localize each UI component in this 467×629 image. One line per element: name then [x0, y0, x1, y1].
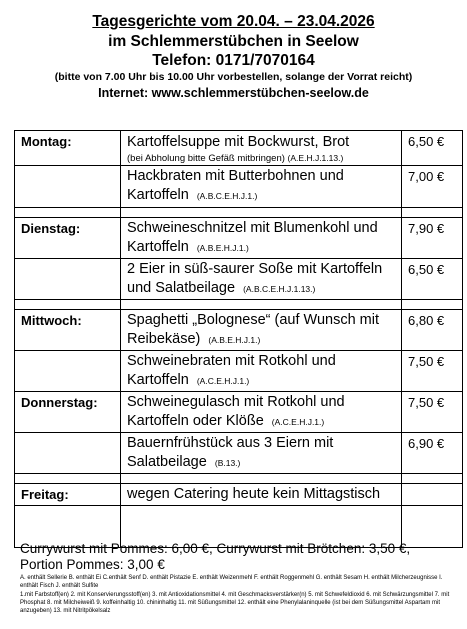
allergen-codes: (A.B.C.E.H.J.1.)	[196, 191, 258, 201]
day-cell-empty	[15, 259, 121, 300]
day-label-friday: Freitag:	[15, 484, 121, 506]
menu-row-thursday-2	[15, 433, 463, 474]
menu-row-monday-2	[15, 166, 463, 208]
internet-line: Internet: www.schlemmerstübchen-seelow.de	[98, 86, 369, 100]
price: 7,90 €	[402, 218, 463, 259]
price: 7,50 €	[402, 392, 463, 433]
day-label-tuesday: Dienstag:	[15, 218, 121, 259]
menu-row-tuesday-1	[15, 218, 463, 259]
order-note: (bitte von 7.00 Uhr bis 10.00 Uhr vorbestellen, solange der Vorrat reicht)	[54, 71, 413, 83]
phone-line: Telefon: 0171/7070164	[152, 52, 315, 69]
dish-name: Hackbraten mit Butterbohnen und Kartoffeln	[127, 168, 344, 203]
allergen-codes: (B.13.)	[214, 458, 241, 468]
allergen-codes: (A.C.E.H.J.1.)	[271, 417, 325, 427]
menu-row-thursday-1	[15, 392, 463, 433]
day-cell-empty	[15, 351, 121, 392]
menu-row-wednesday-2	[15, 351, 463, 392]
location-line: im Schlemmerstübchen in Seelow	[108, 33, 359, 50]
allergen-codes: (A.B.C.E.H.J.1.13.)	[243, 284, 316, 294]
dish-name: Bauernfrühstück aus 3 Eiern mit Salatbeilage	[127, 435, 334, 470]
dish-name: Schweinebraten mit Rotkohl und Kartoffeln	[127, 353, 336, 388]
allergen-legend: A. enthält Sellerie B. enthält Ei C.enthält Senf D. enthält Pistazie E. enthält Weizenmehl F. enthält Roggenmehl G. enthält Sesam H. enthält Milcherzeugnisse I. enthält Fisch J. enthält Sulfite	[20, 575, 443, 589]
dish-cell	[121, 433, 402, 474]
dish-name: Spaghetti „Bolognese“ (auf Wunsch mit Reibekäse)	[127, 312, 380, 347]
dish-name: Schweineschnitzel mit Blumenkohl und Kartoffeln	[127, 220, 378, 255]
dish-name: 2 Eier in süß-saurer Soße mit Kartoffeln und Salatbeilage	[127, 261, 383, 296]
day-label-monday: Montag:	[15, 131, 121, 166]
dish-name: Kartoffelsuppe mit Bockwurst, Brot	[127, 134, 350, 150]
price: 6,90 €	[402, 433, 463, 474]
dish-name: wegen Catering heute kein Mittagstisch	[127, 486, 381, 502]
price: 6,50 €	[402, 259, 463, 300]
dish-cell	[121, 310, 402, 351]
menu-row-wednesday-1	[15, 310, 463, 351]
header	[0, 12, 467, 103]
allergen-codes: (A.B.E.H.J.1.)	[196, 243, 249, 253]
allergen-codes: (A.E.H.J.1.13.)	[287, 153, 344, 163]
dish-name: Schweinegulasch mit Rotkohl und Kartoffeln oder Klöße	[127, 394, 345, 429]
dish-note: (bei Abholung bitte Gefäß mitbringen)	[127, 153, 285, 164]
dish-cell	[121, 131, 402, 166]
price: 7,00 €	[402, 166, 463, 208]
dish-cell	[121, 218, 402, 259]
price: 7,50 €	[402, 351, 463, 392]
price: 6,50 €	[402, 131, 463, 166]
allergen-codes: (A.B.E.H.J.1.)	[208, 335, 261, 345]
footer	[20, 541, 460, 615]
price: 6,80 €	[402, 310, 463, 351]
dish-cell	[121, 259, 402, 300]
day-label-thursday: Donnerstag:	[15, 392, 121, 433]
menu-row-monday-1	[15, 131, 463, 166]
dish-cell	[121, 166, 402, 208]
menu-table	[14, 130, 463, 548]
pommes-price: Portion Pommes: 3,00 €	[20, 557, 165, 572]
day-label-wednesday: Mittwoch:	[15, 310, 121, 351]
page-title: Tagesgerichte vom 20.04. – 23.04.2026	[92, 13, 375, 30]
dish-cell	[121, 351, 402, 392]
day-cell-empty	[15, 433, 121, 474]
day-cell-empty	[15, 166, 121, 208]
dish-cell	[121, 392, 402, 433]
menu-row-friday-1	[15, 484, 463, 506]
spacer-row	[15, 474, 463, 484]
allergen-codes: (A.C.E.H.J.1.)	[196, 376, 250, 386]
currywurst-prices: Currywurst mit Pommes: 6,00 €, Currywurst mit Brötchen: 3,50 €,	[20, 541, 411, 556]
spacer-row	[15, 208, 463, 218]
price-empty	[402, 484, 463, 506]
spacer-row	[15, 300, 463, 310]
menu-row-tuesday-2	[15, 259, 463, 300]
dish-cell	[121, 484, 402, 506]
additive-legend: 1.mit Farbstoff(en) 2. mit Konservierungsstoff(en) 3. mit Antioxidationsmittel 4. mit Geschmacksverstärker(n) 5. mit Schwefeldioxid 6. mit Schwärzungsmittel 7. mit Phosphat 8. mit Milcheiweiß 9. koffeinhaltig 10. chininhaltig 11. mit Süßungsmittel 12. enthält eine Phenylalaninquelle (ist bei dem Süßungsmittel Aspartam mit anzugeben) 13. mit Nitritpökelsalz	[20, 592, 450, 614]
